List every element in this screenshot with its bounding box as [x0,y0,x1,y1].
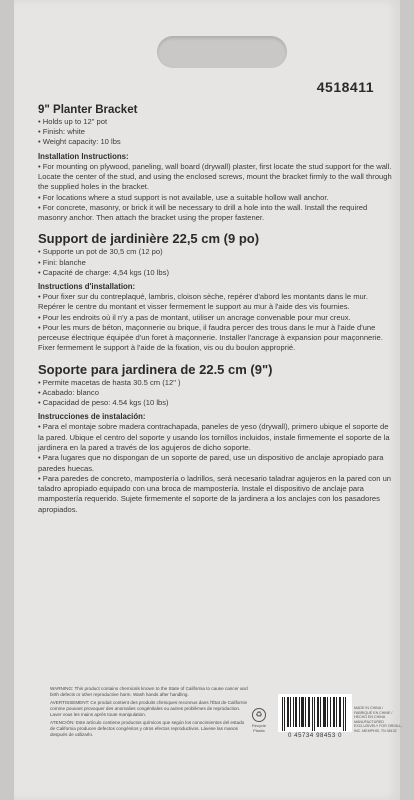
barcode-graphic [278,694,352,732]
spec-line: • Weight capacity: 10 lbs [38,137,121,147]
instruction-item: • Para el montaje sobre madera contrachapada, paneles de yeso (drywall), primero ubique el soporte de la pared. Ubique el centro del soporte y usando los tornillos incluidos, instale firmemente el soporte de la jardinera en la pared a través de los agujeros de dicho soporte. [38,422,390,452]
footer [38,668,402,748]
instruction-item: • Para lugares que no dispongan de un soporte de pared, use un dispositivo de anclaje apropiado para paredes huecas. [38,453,384,473]
instruction-item: • For mounting on plywood, paneling, wall board (drywall) plaster, first locate the stud support for the wall. Locate the center of the stud, and using the enclosed screws, mount the bracket firmly to the wall through the supplied holes in the bracket. [38,161,392,192]
barcode [278,694,352,742]
spec-line: • Permite macetas de hasta 30.5 cm (12" ) [38,377,181,387]
instruction-item: • For locations where a stud support is not available, use a suitable hollow wall anchor. [38,192,329,202]
spec-line: • Supporte un pot de 30,5 cm (12 po) [38,247,163,257]
english-title: 9" Planter Bracket [38,104,138,116]
hang-hole [157,36,287,68]
french-instructions-heading: Instructions d'installation: [38,282,136,291]
spanish-instructions-heading: Instrucciones de instalación: [38,412,146,422]
sku-number: 4518411 [316,79,374,95]
spec-line: • Capacité de charge: 4,54 kgs (10 lbs) [38,267,169,277]
warning-fr: AVERTISSEMENT: Ce produit contient des produits chimiques reconnus dans l'État de Californie comme pouvant provoquer des anomalies congénitales ou autres problèmes de reproduction. Laver vous les mains après toute manipulation. [50,700,248,717]
recycle-label: Recycle Plastic [251,723,267,733]
spanish-title: Soporte para jardinera de 22.5 cm (9") [38,361,273,377]
spec-line: • Holds up to 12" pot [38,117,108,126]
instructions-content [38,104,394,515]
instruction-item: • Pour fixer sur du contreplaqué, lambris, cloison sèche, repérer d'abord les montants dans le mur. Repérer le centre du montant et visser fermement le support au mur à l'aide des vis fournies. [38,292,368,312]
recycle-icon: ♻ [252,708,266,722]
warning-block [50,686,250,740]
warning-es: ATENCIÓN: Este artículo contiene productos químicos que según los conocimientos del estado de California producen defectos congénitos y otros efectos reproductivos. Lávese las manos después de utilizarlo. [50,720,245,737]
instruction-item: • For concrete, masonry, or brick it will be necessary to drill a hole into the wall. Install the required masonry anchor. Then attach the bracket using the proper fastener. [38,202,368,223]
barcode-bars [278,694,352,732]
packaging-card [14,0,400,800]
spec-line: • Finish: white [38,127,85,137]
warning-en: WARNING: This product contains chemicals known to the State of California to cause cancer and birth defects or other reproductive harm. Wash hands after handling. [50,686,248,697]
spec-line: • Acabado: blanco [38,387,99,397]
spec-line: • Fini: blanche [38,257,86,267]
made-in-text: MADE IN CHINA / FABRIQUÉ EN CHINE / HECHO EN CHINA MANUFACTURED EXCLUSIVELY FOR ORGILL, INC. MEMPHIS, TN 38132 [354,706,402,733]
instruction-item: • Pour les endroits où il n'y a pas de montant, utiliser un ancrage convenable pour mur creux. [38,312,351,322]
barcode-digits: 0 45734 98453 0 [287,733,343,739]
english-instructions-heading: Installation Instructions: [38,151,129,161]
instruction-item: • Para paredes de concreto, mampostería o ladrillos, será necesario taladrar agujeros en la pared con un taladro apropiado equipado con una broca de mampostería. Instale el dispositivo de anclaje para mampostería requerido. Sujete firmemente el soporte de la jardinera a los anclajes con los pasadores apropiados. [38,473,392,514]
instruction-item: • Pour les murs de béton, maçonnerie ou brique, il faudra percer des trous dans le mur à l'aide d'une perceuse électrique équipée d'un foret à maçonnerie. Installer l'ancrage à expansion pour maçonnerie. Fixer fermement le support à l'aide de la fixation, vis ou du boulon approprié. [38,322,383,353]
recycle-symbol [248,708,270,736]
french-title: Support de jardinière 22,5 cm (9 po) [38,231,260,247]
spec-line: • Capacidad de peso: 4.54 kgs (10 lbs) [38,398,169,408]
